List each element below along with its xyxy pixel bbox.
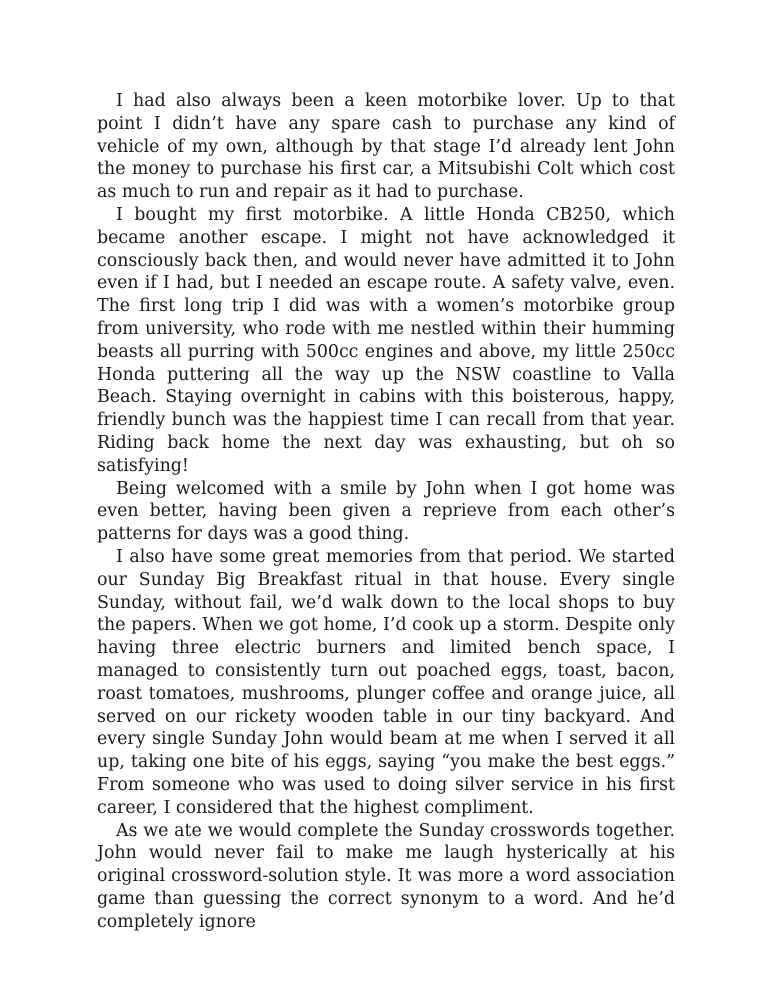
- paragraph-welcomed-home: Being welcomed with a smile by John when I got home was even better, having been given a reprieve from each other’s patterns for days was a good thing.: [97, 478, 675, 545]
- paragraph-motorbike-lover: I had also always been a keen motorbike lover. Up to that point I didn’t have any spare cash to purchase any kind of vehicle of my own, although by that stage I’d already lent John the money to purchase his first car, a Mitsubishi Colt which cost as much to run and repair as it had to purchase.: [97, 91, 675, 203]
- paragraph-first-motorbike: I bought my first motorbike. A little Honda CB250, which became another escape. I might not have acknowledged it consciously back then, and would never have admitted it to John even if I had, but I needed an escape route. A safety valve, even. The first long trip I did was with a women’s motorbike group from university, who rode with me nestled within their humming beasts all purring with 500cc engines and above, my little 250cc Honda puttering all the way up the NSW coastline to Valla Beach. Staying overnight in cabins with this boisterous, happy, friendly bunch was the happiest time I can recall from that year. Riding back home the next day was exhausting, but oh so satisfying!: [97, 204, 675, 476]
- paragraph-crosswords: As we ate we would complete the Sunday crosswords together. John would never fail to make me laugh hysterically at his original crossword-solution style. It was more a word association game than guessing the correct synonym to a word. And he’d completely ignore: [97, 820, 675, 932]
- page-body: [97, 90, 675, 933]
- paragraph-sunday-breakfast: I also have some great memories from that period. We started our Sunday Big Breakfast ritual in that house. Every single Sunday, without fail, we’d walk down to the local shops to buy the papers. When we got home, I’d cook up a storm. Despite only having three electric burners and limited bench space, I managed to consistently turn out poached eggs, toast, bacon, roast tomatoes, mushrooms, plunger coffee and orange juice, all served on our rickety wooden table in our tiny backyard. And every single Sunday John would beam at me when I served it all up, taking one bite of his eggs, saying “you make the best eggs.” From someone who was used to doing silver service in his first career, I considered that the highest compliment.: [97, 546, 675, 818]
